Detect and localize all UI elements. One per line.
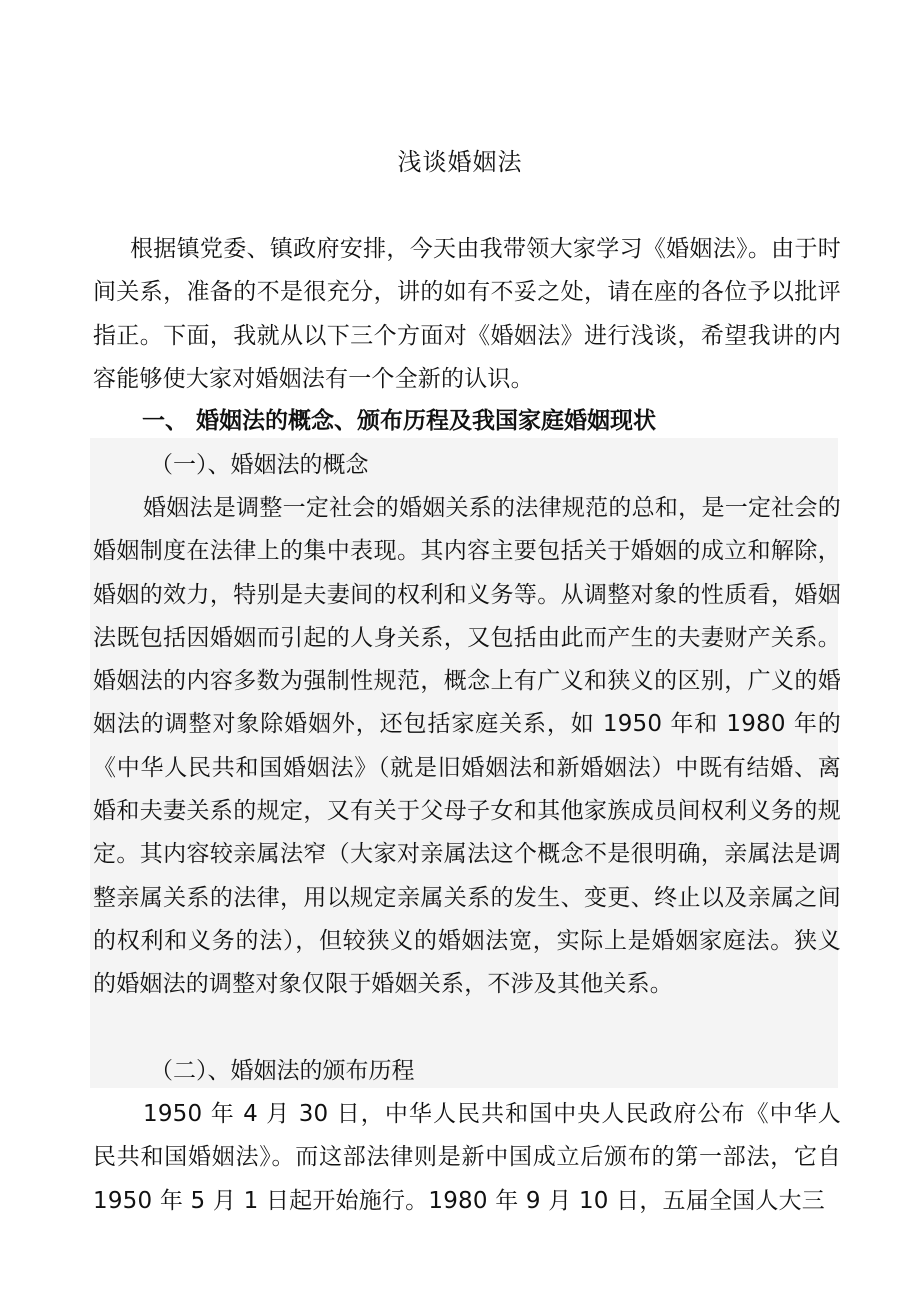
document-title: 浅谈婚姻法: [397, 148, 523, 176]
history-paragraph: 1950 年 4 月 30 日，中华人民共和国中央人民政府公布《中华人民共和国婚姻法》。而这部法律则是新中国成立后颁布的第一部法，它自 1950 年 5 月 1 日起开始施行。1980 年 9 月 10 日，五届全国人大三: [93, 1101, 841, 1214]
intro-paragraph: 根据镇党委、镇政府安排，今天由我带领大家学习《婚姻法》。由于时间关系，准备的不是很充分，讲的如有不妥之处，请在座的各位予以批评指正。下面，我就从以下三个方面对《婚姻法》进行浅谈，希望我讲的内容能够使大家对婚姻法有一个全新的认识。: [93, 236, 841, 392]
subsection-heading-concept: （一）、婚姻法的概念: [150, 452, 369, 478]
subsection-heading-history: （二）、婚姻法的颁布历程: [150, 1058, 415, 1084]
section-heading-1: 一、 婚姻法的概念、颁布历程及我国家庭婚姻现状: [142, 408, 657, 434]
concept-paragraph: 婚姻法是调整一定社会的婚姻关系的法律规范的总和，是一定社会的婚姻制度在法律上的集中表现。其内容主要包括关于婚姻的成立和解除，婚姻的效力，特别是夫妻间的权利和义务等。从调整对象的性质看，婚姻法既包括因婚姻而引起的人身关系，又包括由此而产生的夫妻财产关系。婚姻法的内容多数为强制性规范，概念上有广义和狭义的区别，广义的婚姻法的调整对象除婚姻外，还包括家庭关系，如 1950 年和 1980 年的《中华人民共和国婚姻法》（就是旧婚姻法和新婚姻法）中既有结婚、离婚和夫妻关系的规定，又有关于父母子女和其他家族成员间权利义务的规定。其内容较亲属法窄（大家对亲属法这个概念不是很明确，亲属法是调整亲属关系的法律，用以规定亲属关系的发生、变更、终止以及亲属之间的权利和义务的法），但较狭义的婚姻法宽，实际上是婚姻家庭法。狭义的婚姻法的调整对象仅限于婚姻关系，不涉及其他关系。: [93, 495, 841, 998]
